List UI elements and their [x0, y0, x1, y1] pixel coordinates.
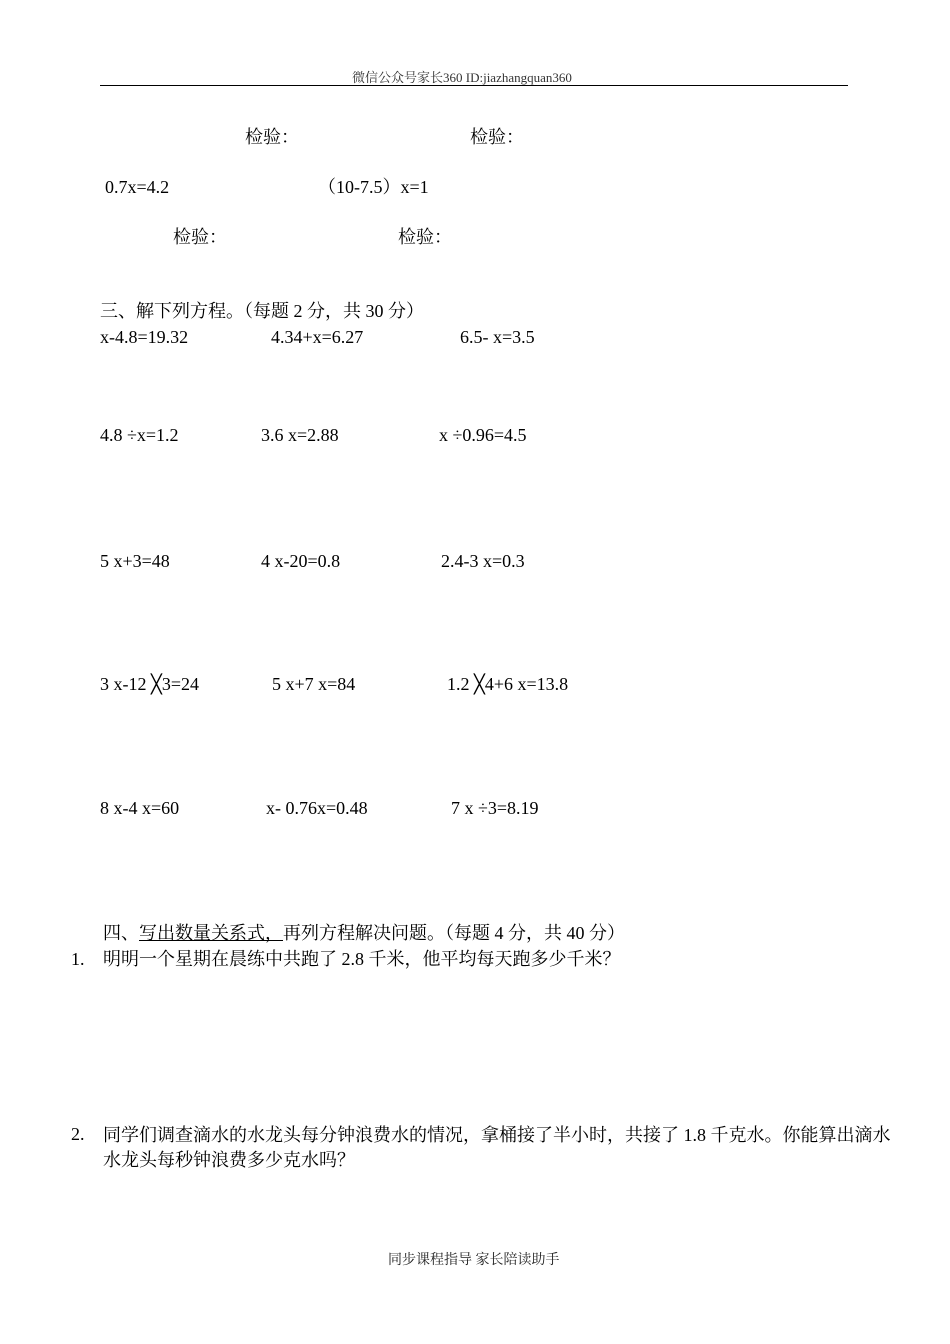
check-label: 检验： [398, 227, 452, 247]
section-title: 三、解下列方程。（每题 2 分，共 30 分） [100, 301, 424, 321]
equation: 8 x-4 x=60 [100, 798, 180, 818]
page-footer: 同步课程指导 家长陪读助手 [388, 1253, 560, 1268]
equation: 1.2 ╳4+6 x=13.8 [447, 674, 569, 694]
equation: 7 x ÷3=8.19 [451, 798, 539, 818]
problem-number: 2. [71, 1124, 85, 1144]
section-title-suffix: 再列方程解决问题。（每题 4 分，共 40 分） [283, 923, 625, 943]
equation: 5 x+3=48 [100, 551, 170, 571]
equation: 5 x+7 x=84 [272, 674, 356, 694]
check-label: 检验： [470, 127, 524, 147]
problem-text: 同学们调查滴水的水龙头每分钟浪费水的情况，拿桶接了半小时，共接了 1.8 千克水。你能算出滴水水龙头每秒钟浪费多少克水吗？ [103, 1125, 891, 1170]
problem-number: 1. [71, 949, 85, 969]
equation: 3.6 x=2.88 [261, 425, 339, 445]
equation: 6.5- x=3.5 [460, 327, 535, 347]
equation: x-4.8=19.32 [100, 327, 189, 347]
equation: x- 0.76x=0.48 [266, 798, 368, 818]
equation: 0.7x=4.2 [105, 177, 170, 197]
section-title [103, 922, 625, 944]
check-label: 检验： [245, 127, 299, 147]
problem-text: 明明一个星期在晨练中共跑了 2.8 千米，他平均每天跑多少千米？ [103, 949, 621, 969]
section-title-underlined: 写出数量关系式， [139, 923, 283, 943]
equation: 4.34+x=6.27 [271, 327, 364, 347]
equation: 3 x-12 ╳3=24 [100, 674, 199, 694]
header-rule [100, 85, 848, 86]
equation: 2.4-3 x=0.3 [441, 551, 525, 571]
section-title-prefix: 四、 [103, 923, 139, 943]
check-label: 检验： [173, 227, 227, 247]
equation: 4 x-20=0.8 [261, 551, 341, 571]
equation: x ÷0.96=4.5 [439, 425, 527, 445]
page-header: 微信公众号家长360 ID:jiazhangquan360 [352, 70, 572, 85]
equation: 4.8 ÷x=1.2 [100, 425, 179, 445]
equation: （10-7.5）x=1 [318, 177, 429, 197]
